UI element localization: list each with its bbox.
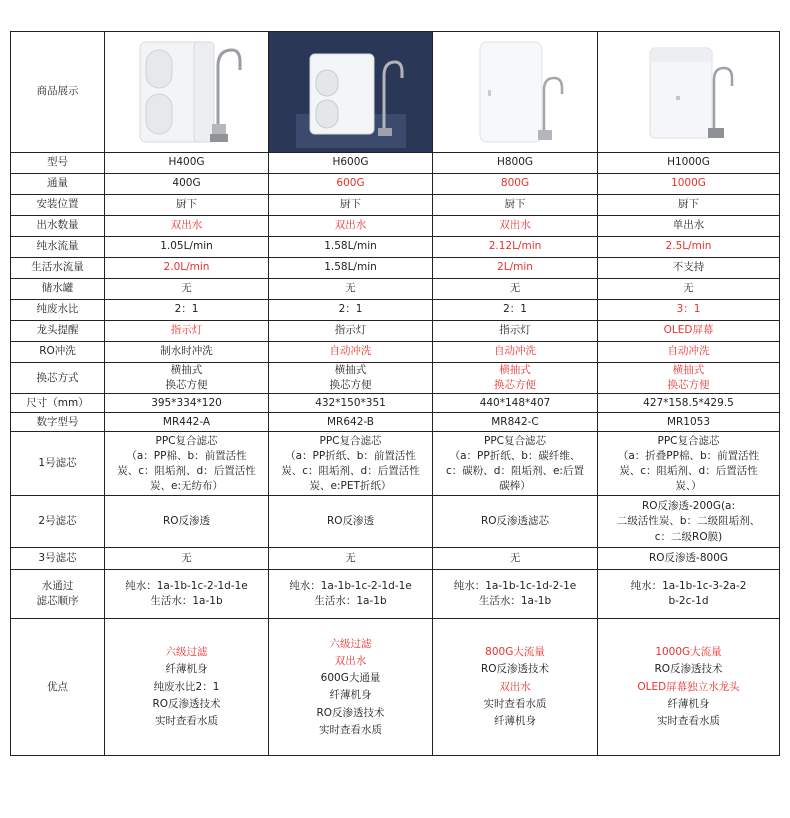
purifier-h1000g-image	[634, 36, 744, 148]
spec-cell	[598, 570, 780, 619]
spec-cell-line: b-2c-1d	[668, 595, 709, 608]
spec-cell: 无	[105, 548, 269, 570]
spec-cell: 440*148*407	[433, 394, 598, 413]
spec-cell-line: 换芯方便	[329, 379, 372, 392]
row-filter-1	[11, 432, 780, 496]
spec-cell: RO反渗透	[105, 496, 269, 548]
spec-cell-line: 二级活性炭、b：二级阻垢剂、	[616, 515, 761, 528]
spec-cell-line: 炭、e:无纺布）	[150, 480, 223, 493]
spec-cell: 指示灯	[105, 321, 269, 342]
spec-cell	[105, 619, 269, 756]
spec-cell-line: 换芯方便	[494, 379, 536, 392]
spec-cell: 1.58L/min	[269, 258, 433, 279]
spec-cell: H600G	[269, 153, 433, 174]
advantage-item: RO反渗透技术	[480, 663, 550, 676]
advantage-item: RO反渗透技术	[316, 706, 385, 719]
row-water-ratio	[11, 300, 780, 321]
row-label: 1号滤芯	[11, 432, 105, 496]
spec-cell-line: （a：PP棉、b：前置活性	[126, 449, 247, 462]
spec-cell	[269, 570, 433, 619]
advantage-item: 纤薄机身	[494, 715, 536, 728]
row-digital-model	[11, 413, 780, 432]
row-label: 通量	[11, 174, 105, 195]
spec-cell: H800G	[433, 153, 598, 174]
spec-cell: 2.12L/min	[433, 237, 598, 258]
spec-cell: 自动冲洗	[433, 342, 598, 363]
row-label: 出水数量	[11, 216, 105, 237]
spec-cell: 600G	[269, 174, 433, 195]
advantage-item: 纤薄机身	[329, 689, 372, 702]
spec-cell-line: 换芯方便	[667, 379, 710, 392]
spec-cell-line: 炭、c：阻垢剂、d：后置活性	[117, 464, 256, 477]
spec-cell: H1000G	[598, 153, 780, 174]
spec-cell-line: 炭、e:PET折纸）	[309, 480, 392, 493]
product-image-h800g	[433, 32, 598, 153]
spec-cell-line: 横抽式	[499, 364, 531, 376]
row-label: 龙头提醒	[11, 321, 105, 342]
row-label: 型号	[11, 153, 105, 174]
advantage-item: 实时查看水质	[155, 715, 218, 728]
spec-cell	[598, 363, 780, 394]
spec-cell-line: 换芯方便	[165, 379, 208, 392]
spec-cell: 自动冲洗	[598, 342, 780, 363]
advantage-item: 800G大流量	[485, 646, 545, 659]
row-advantages	[11, 619, 780, 756]
spec-cell: 800G	[433, 174, 598, 195]
spec-cell: 427*158.5*429.5	[598, 394, 780, 413]
spec-cell-line: 碳棒）	[499, 480, 531, 493]
spec-cell	[269, 619, 433, 756]
spec-cell-line: RO反渗透-200G(a:	[641, 500, 736, 513]
spec-cell	[433, 619, 598, 756]
spec-cell: 厨下	[105, 195, 269, 216]
row-label: 尺寸（mm）	[11, 394, 105, 413]
spec-cell-line: 炭、c：阻垢剂、d：后置活性	[281, 464, 420, 477]
spec-cell: MR1053	[598, 413, 780, 432]
spec-cell-line: 横抽式	[672, 364, 705, 376]
row-label: 生活水流量	[11, 258, 105, 279]
row-capacity	[11, 174, 780, 195]
spec-cell-line: 生活水：1a-1b	[150, 595, 223, 608]
spec-cell: RO反渗透	[269, 496, 433, 548]
spec-cell: 无	[598, 279, 780, 300]
advantage-item: RO反渗透技术	[152, 698, 221, 711]
spec-cell	[598, 619, 780, 756]
advantage-item: 1000G大流量	[655, 646, 722, 659]
spec-cell-line: 生活水：1a-1b	[314, 595, 387, 608]
spec-cell: 1.58L/min	[269, 237, 433, 258]
row-label-line: 滤芯顺序	[36, 595, 79, 608]
row-outlet-count	[11, 216, 780, 237]
spec-cell: 400G	[105, 174, 269, 195]
spec-cell: RO反渗透-800G	[598, 548, 780, 570]
row-filter-3	[11, 548, 780, 570]
spec-cell-line: 生活水：1a-1b	[478, 595, 552, 608]
spec-cell-line: 炭、c：阻垢剂、d：后置活性	[619, 464, 758, 477]
row-dimensions	[11, 394, 780, 413]
spec-cell-line: （a：PP折纸、b：碳纤维、	[449, 449, 581, 462]
spec-cell	[105, 363, 269, 394]
spec-cell: MR842-C	[433, 413, 598, 432]
row-label: 储水罐	[11, 279, 105, 300]
spec-cell: 395*334*120	[105, 394, 269, 413]
spec-cell-line: PPC复合滤芯	[155, 434, 218, 447]
spec-cell: 不支持	[598, 258, 780, 279]
spec-cell: 厨下	[269, 195, 433, 216]
spec-cell-line: 纯水：1a-1b-1c-2-1d-1e	[125, 580, 248, 593]
spec-cell: 1.05L/min	[105, 237, 269, 258]
spec-cell: 2L/min	[433, 258, 598, 279]
spec-cell: 1000G	[598, 174, 780, 195]
row-faucet-indicator	[11, 321, 780, 342]
purifier-h800g-image	[460, 36, 570, 148]
purifier-h400g-image	[132, 36, 242, 148]
spec-cell-line: （a：折叠PP棉、b：前置活性	[617, 449, 760, 462]
spec-cell: MR642-B	[269, 413, 433, 432]
spec-cell-line: 炭、）	[675, 480, 702, 493]
comparison-table	[10, 31, 780, 756]
spec-cell: 无	[433, 279, 598, 300]
spec-cell-line: 纯水：1a-1b-1c-2-1d-1e	[289, 580, 412, 593]
spec-cell: 指示灯	[433, 321, 598, 342]
spec-cell	[105, 570, 269, 619]
product-image-h600g	[269, 32, 433, 153]
spec-cell-line: 横抽式	[170, 364, 203, 376]
spec-cell-line: 纯水：1a-1b-1c-3-2a-2	[630, 580, 747, 593]
spec-cell-line: PPC复合滤芯	[657, 434, 720, 447]
advantage-item: 纤薄机身	[165, 663, 208, 676]
advantage-item: RO反渗透技术	[654, 663, 723, 676]
row-label: 优点	[11, 619, 105, 756]
spec-cell: 无	[433, 548, 598, 570]
spec-cell: 指示灯	[269, 321, 433, 342]
spec-cell: 厨下	[598, 195, 780, 216]
spec-cell	[433, 432, 598, 496]
row-label: RO冲洗	[11, 342, 105, 363]
row-label: 数字型号	[11, 413, 105, 432]
spec-cell-line: （a：PP折纸、b：前置活性	[285, 449, 416, 462]
spec-cell	[105, 432, 269, 496]
advantage-item: 实时查看水质	[483, 698, 547, 711]
spec-cell: RO反渗透滤芯	[433, 496, 598, 548]
product-image-h1000g	[598, 32, 780, 153]
spec-cell: OLED屏幕	[598, 321, 780, 342]
row-label: 安装位置	[11, 195, 105, 216]
advantage-item: 六级过滤	[329, 637, 372, 650]
advantage-item: 实时查看水质	[657, 715, 720, 728]
spec-cell: 无	[269, 279, 433, 300]
spec-cell	[433, 363, 598, 394]
row-label: 商品展示	[11, 32, 105, 153]
purifier-h600g-image	[296, 36, 406, 148]
spec-cell-line: 纯水：1a-1b-1c-1d-2-1e	[453, 580, 577, 593]
spec-cell	[598, 432, 780, 496]
spec-cell: 2：1	[269, 300, 433, 321]
product-image-row	[11, 32, 780, 153]
row-label: 纯水流量	[11, 237, 105, 258]
spec-cell-line: c：二级RO膜)	[654, 530, 723, 543]
row-model	[11, 153, 780, 174]
row-install-location	[11, 195, 780, 216]
row-filter-order	[11, 570, 780, 619]
spec-cell-line: 横抽式	[334, 364, 367, 376]
advantage-item: 纯废水比2：1	[153, 680, 220, 693]
spec-cell: H400G	[105, 153, 269, 174]
spec-cell: 厨下	[433, 195, 598, 216]
spec-cell: 2：1	[105, 300, 269, 321]
spec-cell: 自动冲洗	[269, 342, 433, 363]
advantage-item: 600G大通量	[320, 672, 381, 685]
row-label: 换芯方式	[11, 363, 105, 394]
spec-cell: 双出水	[105, 216, 269, 237]
spec-cell: 无	[105, 279, 269, 300]
advantage-item: 双出水	[334, 654, 367, 667]
spec-cell: 双出水	[269, 216, 433, 237]
row-label: 2号滤芯	[11, 496, 105, 548]
row-ro-flush	[11, 342, 780, 363]
spec-cell: 2：1	[433, 300, 598, 321]
spec-cell: 2.5L/min	[598, 237, 780, 258]
product-image-h400g	[105, 32, 269, 153]
spec-cell: 制水时冲洗	[105, 342, 269, 363]
row-pure-water-flow	[11, 237, 780, 258]
row-filter-2	[11, 496, 780, 548]
row-storage-tank	[11, 279, 780, 300]
spec-cell: 2.0L/min	[105, 258, 269, 279]
advantage-item: 纤薄机身	[667, 698, 710, 711]
row-domestic-water-flow	[11, 258, 780, 279]
spec-cell-line: PPC复合滤芯	[484, 434, 546, 447]
row-label: 3号滤芯	[11, 548, 105, 570]
spec-cell: 432*150*351	[269, 394, 433, 413]
spec-cell: MR442-A	[105, 413, 269, 432]
advantage-item: OLED屏幕独立水龙头	[637, 680, 740, 693]
row-filter-change	[11, 363, 780, 394]
spec-cell	[433, 570, 598, 619]
spec-cell	[269, 432, 433, 496]
spec-cell	[598, 496, 780, 548]
advantage-item: 六级过滤	[165, 646, 208, 659]
row-label	[11, 570, 105, 619]
spec-cell: 3：1	[598, 300, 780, 321]
row-label: 纯废水比	[11, 300, 105, 321]
spec-cell-line: PPC复合滤芯	[319, 434, 382, 447]
spec-cell	[269, 363, 433, 394]
spec-cell-line: c：碳粉、d：阻垢剂、e:后置	[446, 464, 584, 477]
advantage-item: 双出水	[499, 680, 531, 693]
spec-cell: 单出水	[598, 216, 780, 237]
spec-cell: 无	[269, 548, 433, 570]
advantage-item: 实时查看水质	[319, 724, 382, 737]
row-label-line: 水通过	[41, 580, 74, 593]
spec-cell: 双出水	[433, 216, 598, 237]
